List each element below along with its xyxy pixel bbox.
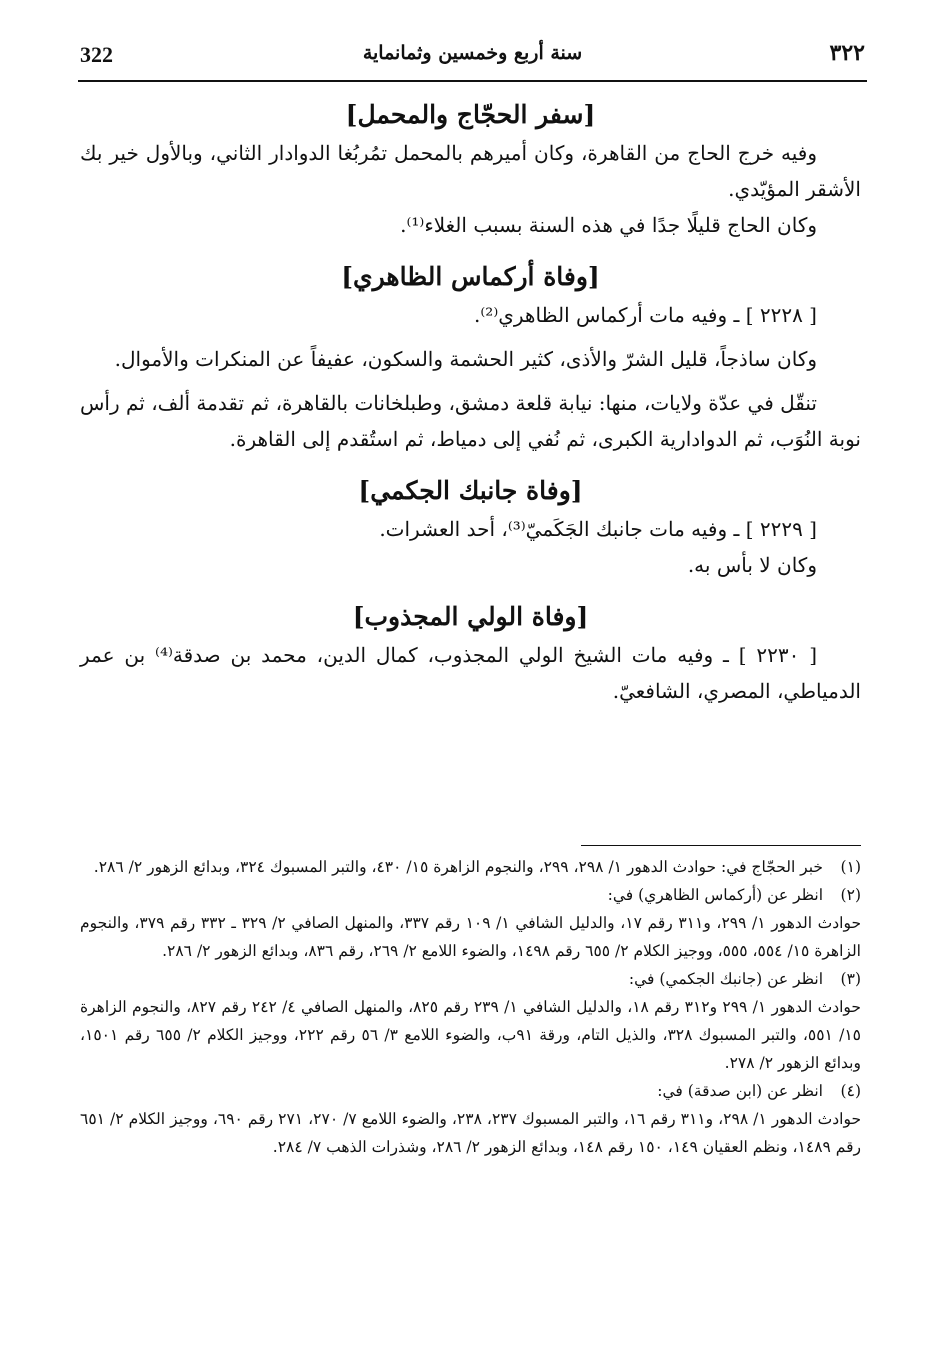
footnote-text: خبر الحجّاج في: حوادث الدهور ١/ ٢٩٨، ٢٩٩، والنجوم الزاهرة ١٥/ ٤٣٠، والتبر المسبوك ٣٢٤، وبدائع الزهور ٢/ ٢٨٦. — [93, 858, 823, 876]
entry-paragraph: [ ٢٢٣٠ ] ـ وفيه مات الشيخ الولي المجذوب، كمال الدين، محمد بن صدقة⁽⁴⁾ بن عمر الدمياطي، المصري، الشافعيّ. — [80, 643, 861, 703]
paragraph: وكان ساذجاً، قليل الشرّ والأذى، كثير الحشمة والسكون، عفيفاً عن المنكرات والأموال. — [114, 347, 817, 371]
paragraph: وكان لا بأس به. — [687, 553, 817, 577]
section-heading: [وفاة أركماس الظاهري] — [341, 262, 600, 291]
footnote-body: حوادث الدهور ١/ ٢٩٩، و٣١١ رقم ١٧، والدليل الشافي ١/ ١٠٩ رقم ٣٣٧، والمنهل الصافي ٢/ ٣٢٩ ـ ٣٣٢ رقم ٣٧٩، والنجوم الزاهرة ١٥/ ٥٥٤، ٥٥٥، ووجيز الكلام ٢/ ٦٥٥ رقم ١٤٩٨، والضوء اللامع ٢/ ٢٦٩، رقم ٨٣٦، وبدائع الزهور ٢/ ٢٨٦. — [80, 914, 862, 960]
section-heading: [سفر الحجّاج والمحمل] — [345, 100, 596, 129]
footnote — [80, 881, 861, 909]
footnote — [80, 965, 861, 993]
page-number-latin: 322 — [80, 42, 113, 67]
paragraph: وفيه خرج الحاج من القاهرة، وكان أميرهم بالمحمل تمُربُغا الدوادار الثاني، وبالأول خير بك الأشقر المؤيّدي. — [80, 141, 861, 201]
footnote-number: (١) — [840, 858, 861, 876]
paragraph: وكان الحاج قليلًا جدًا في هذه السنة بسبب الغلاء⁽¹⁾. — [400, 213, 817, 237]
page-number-arabic: ٣٢٢ — [829, 40, 865, 66]
main-text — [80, 95, 861, 709]
footnote-body: حوادث الدهور ١/ ٢٩٨، و٣١١ رقم ١٦، والتبر المسبوك ٢٣٧، ٢٣٨، والضوء اللامع ٧/ ٢٧٠، ٢٧١ رقم ٦٩٠، ووجيز الكلام ٢/ ٦٥١ رقم ١٤٨٩، ونظم العقيان ١٤٩، ١٥٠ رقم ١٤٨، وبدائع الزهور ٢/ ٢٨٦، وشذرات الذهب ٧/ ٢٨٤. — [80, 1110, 862, 1156]
entry-paragraph: [ ٢٢٢٨ ] ـ وفيه مات أركماس الظاهري⁽²⁾. — [474, 303, 817, 327]
entry-paragraph: [ ٢٢٢٩ ] ـ وفيه مات جانبك الجَكَميّ⁽³⁾، أحد العشرات. — [379, 517, 817, 541]
running-head — [78, 30, 867, 82]
footnotes — [80, 853, 861, 1161]
footnote-number: (٤) — [840, 1082, 861, 1100]
running-head-title: سنة أربع وخمسين وثمانماية — [362, 42, 583, 64]
footnote — [80, 853, 861, 881]
section-heading: [وفاة الولي المجذوب] — [352, 602, 589, 631]
footnote-text: انظر عن (جانبك الجكمي) في: — [628, 970, 823, 988]
section-heading: [وفاة جانبك الجكمي] — [358, 476, 583, 505]
footnote — [80, 1077, 861, 1105]
footnote-text: انظر عن (ابن صدقة) في: — [657, 1082, 823, 1100]
footnote-number: (٢) — [840, 886, 861, 904]
footnote-number: (٣) — [840, 970, 861, 988]
footnote-text: انظر عن (أركماس الظاهري) في: — [607, 886, 823, 904]
footnote-body: حوادث الدهور ١/ ٢٩٩ و٣١٢ رقم ١٨، والدليل الشافي ١/ ٢٣٩ رقم ٨٢٥، والمنهل الصافي ٤/ ٢٤٢ رقم ٨٢٧، والنجوم الزاهرة ١٥/ ٥٥١، والتبر المسبوك ٣٢٨، والذيل التام، ورقة ٩١ب، والضوء اللامع ٣/ ٥٦ رقم ٢٢٢، ووجيز الكلام ٢/ ٦٥٥ رقم ١٥٠١، وبدائع الزهور ٢/ ٢٧٨. — [80, 998, 861, 1072]
footnote-divider — [581, 845, 861, 846]
paragraph: تنقّل في عدّة ولايات، منها: نيابة قلعة دمشق، وطبلخانات بالقاهرة، ثم تقدمة ألف، ثم رأس نوبة النُوَب، ثم الدوادارية الكبرى، ثم نُفي إلى دمياط، ثم استُقدم إلى القاهرة. — [80, 391, 861, 451]
